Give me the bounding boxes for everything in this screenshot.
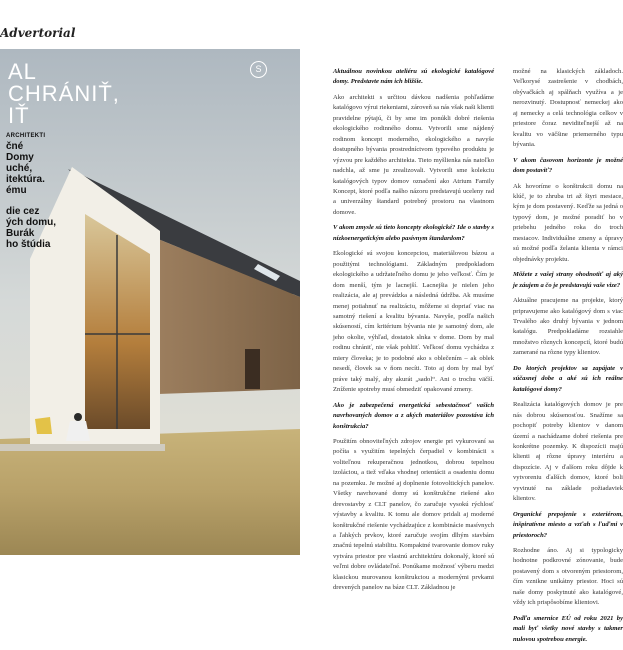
- section-header: Advertorial: [0, 26, 76, 40]
- headline-line-3: IŤ: [8, 103, 30, 128]
- interview-question: Ako je zabezpečená energetická sebestačnosť vašich navrhovaných domov a z akých materiálov pozostáva ich konštrukcia?: [333, 401, 494, 430]
- interview-answer: Rozhodne áno. Aj si typologicky hodnotne podkrovné zónovanie, bude postavený dom s otvoreným priestorom, čím vznikne unikátny priestor. Hoci sú naše domy poskytnuté ako katalógové, vždy ich prispôsobíme klientovi.: [513, 547, 623, 607]
- intro2-line-3: Burák: [6, 228, 35, 239]
- interview-question: V akom zmysle sú tieto koncepty ekologické? Ide o stavby s nízkoenergetickým alebo pasívnym štandardom?: [333, 224, 494, 242]
- interview-answer: Realizácia katalógových domov je pre nás dobrou skúsenosťou. Snažíme sa pochopiť potreby klientov v danom území a nachádzame dobré riešenia pre konkrétne pozemky. K dispozícii majú klienti aj rôzne úpravy interiéru a dispozície. Aj v ďalšom roku dôjde k vytvoreniu ďalších domov, ktoré boli vyvinuté na základe požiadaviek klientov.: [513, 401, 623, 503]
- interview-answer: Ekologické sú svojou koncepciou, materiálovou bázou a použitými technológiami. Základným predpokladom ekologického a udržateľného domu je jeho veľkosť. Čím je dom menší, tým je lacnejší. Lacnejšia je nielen jeho realizácia, ale aj prevádzka a následná údržba. Ak musíme menej potiahnuť na realizáciu, môžeme si dopriať viac na samotný riešení a kvalitu bývania. Navyše, podľa našich skúseností, cím kritérium bývania nie je samotný dom, ale jeho okolie, výhľad, dostatok slnka v dome. Dom by mal rodinu chrániť, nie však pohltiť. Veľkosť domu vychádza z miery človeka; je to podobné ako s oblečením – ak oblek nesedí, človek sa v ňom necíti. Toto aj dom by mal byť práve taký malý, aby akurát „sadol“. Ani o trochu väčší. Zníženie spotreby musí obmedziť opakované zmeny.: [333, 250, 494, 394]
- interview-question: V akom časovom horizonte je možné dom postaviť?: [513, 156, 623, 175]
- interview-question: Organické prepojenie s exteriérom, inšpiratívne miesto a vzťah s ľuďmi v priestoroch?: [513, 510, 623, 539]
- intro-line-4: itektúra.: [6, 174, 45, 185]
- article-column-2: [513, 67, 623, 650]
- interview-question: Do ktorých projektov sa zapájate v súčasnej dobe a aké sú ich reálne katalógové domy?: [513, 364, 623, 393]
- interview-question: Môžete z vašej strany ohodnotiť aj aký je záujem a čo je predstavujú vaše vize?: [513, 271, 623, 289]
- logo-badge: S: [250, 61, 267, 78]
- house-photo: [0, 49, 300, 555]
- intro-line-2: Domy: [6, 152, 34, 163]
- interview-answer: Použitím obnoviteľných zdrojov energie pri vykurovaní sa počíta s využitím tepelných čerpadiel v kombinácii s voliteľnou rekuperačnou jednotkou, dobrou tepelnou izoláciou, a tiež vďaka vhodnej orientácii a osadeniu domu na pozemku. Je možné aj doplnenie fotovoltických panelov. Všetky navrhované domy sú konštrukčne riešené ako drevostavby z CLT panelov, čo zaručuje vysokú rýchlosť výstavby a kvalitu. K tomu ale domov pridali aj moderné konštrukčné riešenie vychádzajúce z kombinácie masívnych a ľahkých prvkov, ktoré zaručuje svojím dlhým stavbám značnú tepelnú stabilitu. Kompaktné tvarovanie domov ruky vytvára priestor pre vlastnú architektúru dokonalý, ktoré sú veľmi dobre ovládateľné. Ponúkame možnosť výberu medzi klasickou murovanou konštrukciou a modernými prvkami drevených panelov na báze CLT. Základnou je: [333, 437, 494, 592]
- interview-answer: možné na klasických základoch. Veľkorysé zastrešenie v chodbách, obývačkách aj spálňach využíva a je nerozvinutý. Dostupnosť nemeckej ako aj nemecky a celá technológia celkov v priestore čoraz neviditeľnejší až na kvalitu vo väčšine priemerného typu bývania.: [513, 68, 623, 149]
- intro-line-5: ému: [6, 185, 27, 196]
- headline-line-2: CHRÁNIŤ,: [8, 81, 120, 106]
- article-column-1: [333, 67, 494, 599]
- interview-answer: Ako architekti s určitou dávkou nadšenia pohľadáme katalógovo výrui riekeniami, zároveň sa nás však naši klienti pravidelne pýtajú, či by sme im ponúkli dobré riešenia ekologického rodinného domu. Vytvorili sme nájdený rodinom koncept moderného, ekologického a navyše dostupného bývania prostredníctvom typového produktu je výzvou pre každého architekta. Tieto myšlienka nás natoľko nadchla, až sme ju zrealizovali. Vytvorili sme kolekciu katalógových typov domov označení ako Atrium Family Koncept, ktoré podľa našho názoru predstavujú uceleny rad a univerzálny štandard potrebný prostoru na vlastnom domove.: [333, 93, 494, 216]
- interview-question: Aktuálnou novinkou ateliéru sú ekologické katalógové domy. Predstavte nám ich bližšie.: [333, 68, 494, 86]
- intro2-line-4: ho štúdia: [6, 239, 51, 250]
- intro2-line-2: ých domu,: [6, 217, 57, 228]
- intro2-line-1: die cez: [6, 206, 40, 217]
- kicker: ARCHITEKTI: [6, 133, 46, 139]
- headline-line-1: AL: [8, 59, 37, 84]
- interview-question: Podľa smernice EÚ od roku 2021 by mali byť všetky nové stavby s takmer nulovou spotrebou energie.: [513, 614, 623, 643]
- intro-line-1: čné: [6, 141, 24, 152]
- house-illustration: [0, 49, 300, 555]
- interview-answer: Aktuálne pracujeme na projekte, ktorý pripravujeme ako katalógový dom s viac Trvalého ako druhý bývania v jednom katalógu. Predpokladáme rozsiahle množstvo rôznych koncepcií, ktoré budú zamerané na rôzne typy klientov.: [513, 297, 623, 357]
- intro-line-3: uché,: [6, 163, 33, 174]
- interview-answer: Ak hovoríme o konštrukcii domu na klúč, je to zhruba tri až štyri mesiace, kým je dom postavený. Keďže sa jedná o typový dom, je možné poradiť ho v priebehu jedného roka do troch mesiacov. Individuálne zmeny a úpravy sú možné podľa želania klienta v rámci objednávky projektu.: [513, 182, 623, 263]
